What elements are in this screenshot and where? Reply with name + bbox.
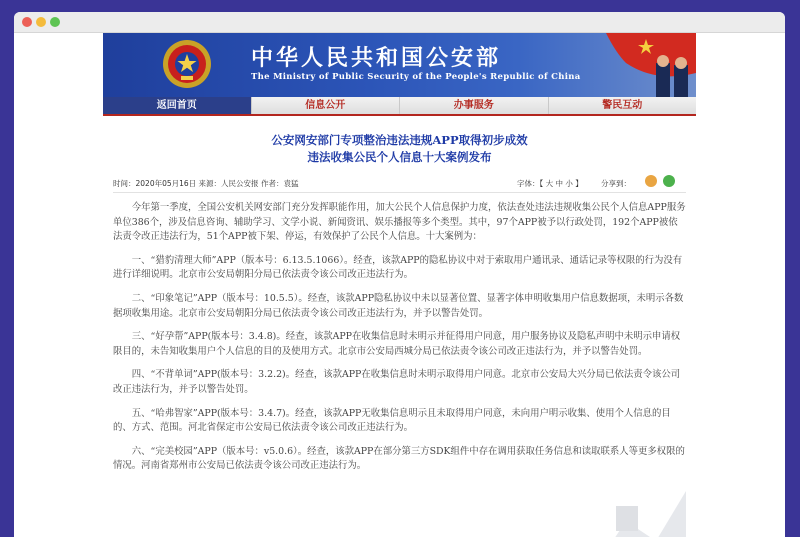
article-title <box>103 132 696 166</box>
article-body <box>113 201 686 537</box>
article-paragraph: 一、“猎豹清理大师”APP（版本号：6.13.5.1066）。经查，该款APP的隐私协议中对于索取用户通讯录、通话记录等权限的行为没有进行详细说明。北京市公安局朝阳分局已依法责令该公司改正违法行为。 <box>113 254 683 281</box>
nav-info-disclosure[interactable]: 信息公开 <box>252 97 401 114</box>
article-paragraph: 五、“哈弗智家”APP(版本号：3.4.7)。经查，该款APP无收集信息明示且未取得用户同意，未向用户明示收集、使用个人信息的目的、方式、范围。河北省保定市公安局已依法责令该公司改正违法行为。 <box>113 407 671 434</box>
nav-interaction[interactable]: 警民互动 <box>602 100 643 111</box>
great-wall-watermark-icon <box>426 451 686 537</box>
article-paragraph: 四、“不背单词”APP(版本号：3.2.2)。经查，该款APP在收集信息时未明示取得用户同意。北京市公安局大兴分局已依法责令该公司改正违法行为，并予以警告处罚。 <box>113 369 681 395</box>
article-meta-info: 时间：2020年05月16日 来源：人民公安报 作者：袁猛 <box>113 179 299 188</box>
article-title-line1: 公安网安部门专项整治违法违规APP取得初步成效 <box>271 133 528 147</box>
font-size-selector[interactable]: 字体：【 大 中 小 】 <box>517 179 583 188</box>
article-paragraph: 三、“好孕帮”APP(版本号：3.4.8)。经查，该款APP在收集信息时未明示并征得用户同意，用户服务协议及隐私声明中未明示申请权限目的，未告知收集用户个人信息的目的及使用方式。北京市公安局西城分局已依法责令该公司改正违法行为，并予以警告处罚。 <box>113 331 681 357</box>
article-paragraph: 二、“印象笔记”APP（版本号：10.5.5）。经查，该款APP隐私协议中未以显著位置、显著字体申明收集用户信息数据项，未明示各数据项收集用途。北京市公安局朝阳分局已依法责令该公司改正违法行为，并予以警告处罚。 <box>113 292 684 319</box>
article-paragraph: 六、“完美校园”APP（版本号：v5.0.6）。经查，该款APP在部分第三方SDK组件中存在调用获取任务信息和读取联系人等更多权限的情况。河南省郑州市公安局已依法责令该公司改正违法行为。 <box>113 445 685 472</box>
window-titlebar <box>14 12 785 33</box>
flag-decoration-icon <box>586 33 696 97</box>
site-title-cn: 中华人民共和国公安部 <box>251 45 502 71</box>
site-banner <box>103 33 696 97</box>
weibo-share-icon[interactable] <box>645 175 657 187</box>
minimize-window-button[interactable] <box>36 17 46 27</box>
close-window-button[interactable] <box>22 17 32 27</box>
share-label: 分享到： <box>601 179 631 188</box>
web-page <box>103 33 696 537</box>
police-emblem-icon <box>161 38 213 90</box>
site-title-en: The Ministry of Public Security of the People's Republic of China <box>251 72 581 82</box>
maximize-window-button[interactable] <box>50 17 60 27</box>
nav-services[interactable]: 办事服务 <box>400 97 549 114</box>
nav-home[interactable]: 返回首页 <box>103 97 252 114</box>
article-paragraph: 今年第一季度，全国公安机关网安部门充分发挥职能作用，加大公民个人信息保护力度，依法查处违法违规收集公民个人信息APP服务单位386个，涉及信息咨询、辅助学习、文学小说、新闻资讯、娱乐播报等多个类型。其中，97个APP被予以行政处罚，192个APP被依法责令改正违法行为，51个APP被下架、停运，有效保护了公民个人信息。十大案例为： <box>113 202 686 243</box>
browser-window <box>14 12 785 537</box>
article-meta <box>113 176 686 193</box>
main-nav <box>103 97 696 116</box>
wechat-share-icon[interactable] <box>663 175 675 187</box>
article-title-line2: 违法收集公民个人信息十大案例发布 <box>307 150 492 164</box>
